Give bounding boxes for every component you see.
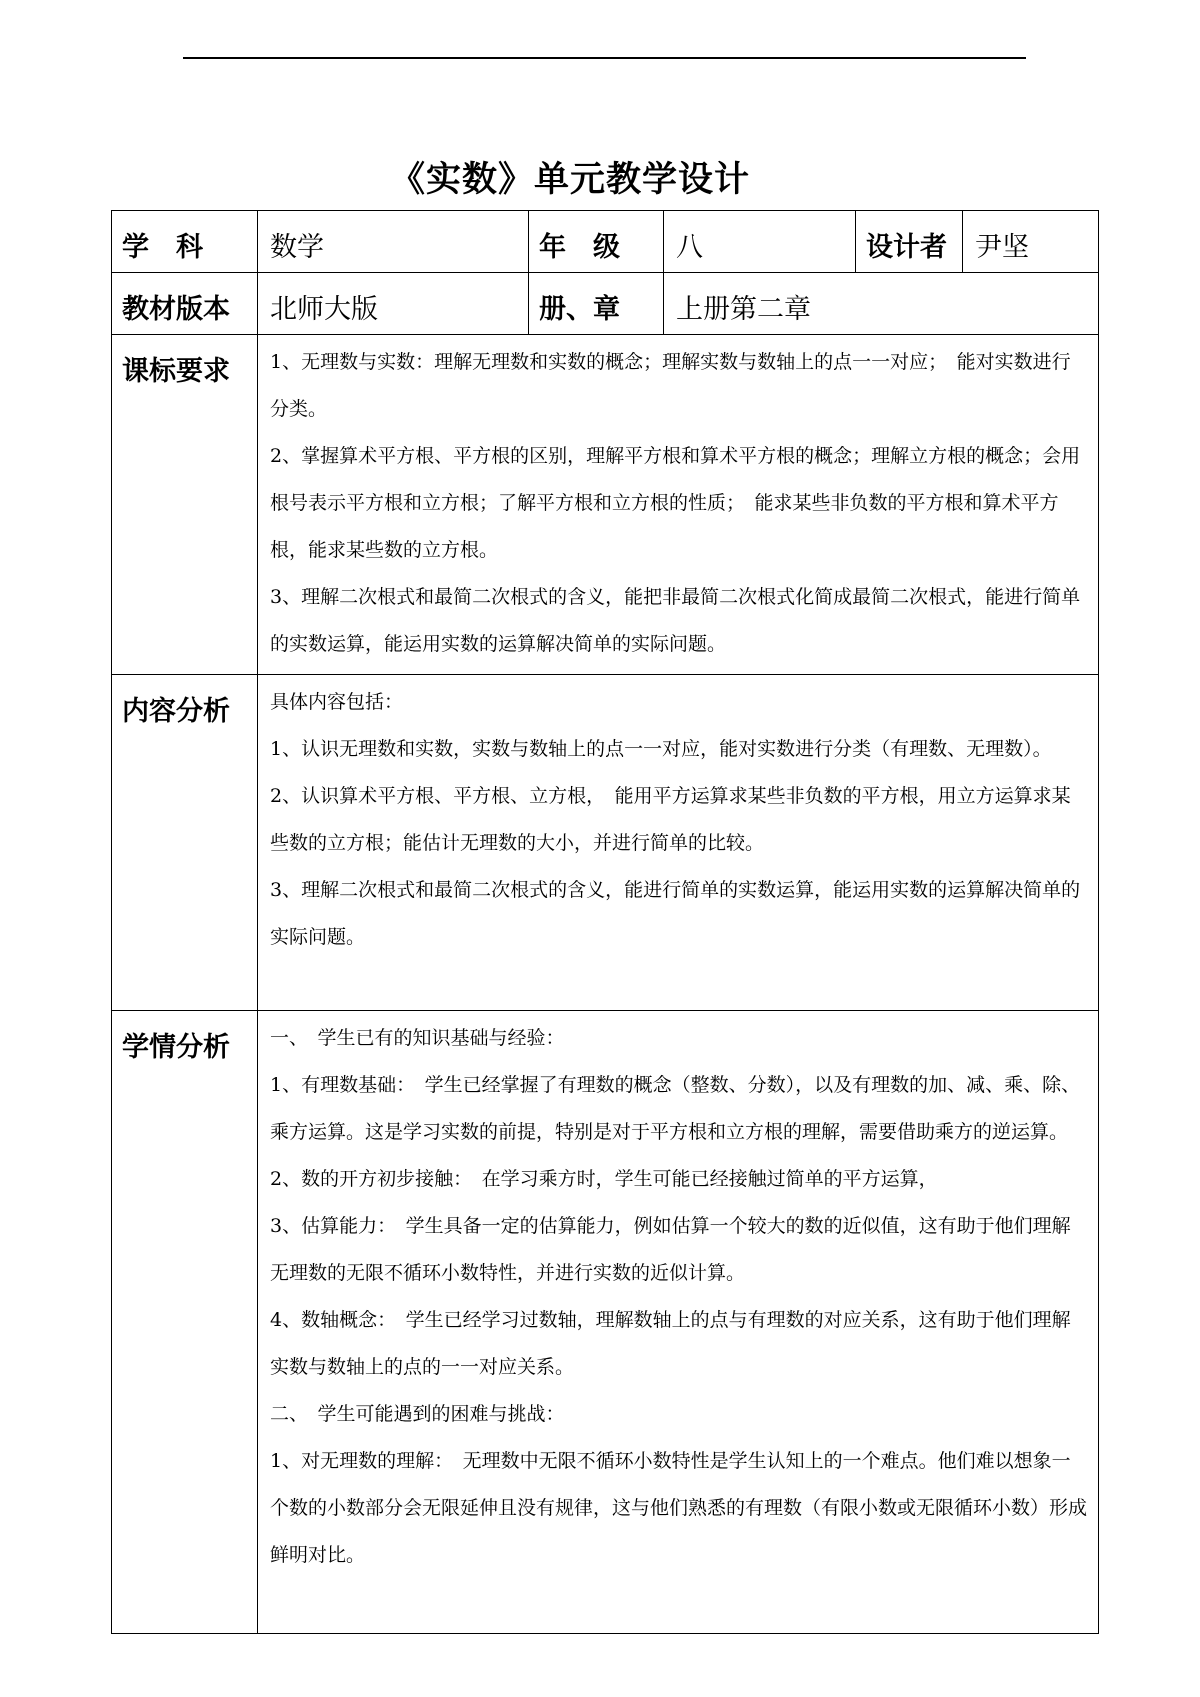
learners-row: [112, 1011, 1099, 1634]
volume-label: 册、章: [529, 273, 664, 335]
learners-paragraph: 4、数轴概念： 学生已经学习过数轴，理解数轴上的点与有理数的对应关系，这有助于他们理解实数与数轴上的点的一一对应关系。: [270, 1309, 1071, 1378]
edition-value: 北师大版: [258, 273, 529, 335]
learners-paragraph: 2、数的开方初步接触： 在学习乘方时，学生可能已经接触过简单的平方运算，: [270, 1168, 938, 1190]
learners-paragraph: 一、 学生已有的知识基础与经验：: [270, 1027, 565, 1049]
learners-paragraph: 3、估算能力： 学生具备一定的估算能力，例如估算一个较大的数的近似值，这有助于他们理解无理数的无限不循环小数特性，并进行实数的近似计算。: [270, 1215, 1071, 1284]
designer-value: 尹坚: [963, 211, 1099, 273]
content-paragraph: 具体内容包括：: [270, 691, 404, 713]
content-row: [112, 675, 1099, 1011]
curriculum-paragraph: 1、无理数与实数：理解无理数和实数的概念；理解实数与数轴上的点一一对应； 能对实数进行分类。: [270, 351, 1071, 420]
info-row-2: [112, 273, 1099, 335]
content-label: 内容分析: [112, 675, 258, 1011]
learners-paragraph: 1、有理数基础： 学生已经掌握了有理数的概念（整数、分数），以及有理数的加、减、乘、除、乘方运算。这是学习实数的前提，特别是对于平方根和立方根的理解，需要借助乘方的逆运算。: [270, 1074, 1081, 1143]
volume-value: 上册第二章: [664, 273, 1099, 335]
grade-value: 八: [664, 211, 856, 273]
design-table: [111, 210, 1099, 1634]
curriculum-row: [112, 335, 1099, 675]
document-title: 《实数》单元教学设计: [389, 160, 750, 200]
subject-value: 数学: [258, 211, 529, 273]
content-paragraph: 1、认识无理数和实数，实数与数轴上的点一一对应，能对实数进行分类（有理数、无理数）。: [270, 738, 1052, 760]
curriculum-label: 课标要求: [112, 335, 258, 675]
curriculum-content: [258, 335, 1099, 675]
subject-label: 学 科: [112, 211, 258, 273]
grade-label: 年 级: [529, 211, 664, 273]
learners-paragraph: 二、 学生可能遇到的困难与挑战：: [270, 1403, 565, 1425]
content-paragraph: 3、理解二次根式和最简二次根式的含义，能进行简单的实数运算，能运用实数的运算解决简单的实际问题。: [270, 879, 1081, 948]
curriculum-paragraph: 2、掌握算术平方根、平方根的区别，理解平方根和算术平方根的概念；理解立方根的概念；会用根号表示平方根和立方根；了解平方根和立方根的性质； 能求某些非负数的平方根和算术平方根，能求某些数的立方根。: [270, 445, 1081, 561]
curriculum-paragraph: 3、理解二次根式和最简二次根式的含义，能把非最简二次根式化简成最简二次根式，能进行简单的实数运算，能运用实数的运算解决简单的实际问题。: [270, 586, 1081, 655]
edition-label: 教材版本: [112, 273, 258, 335]
content-analysis: [258, 675, 1099, 1011]
learners-paragraph: 1、对无理数的理解： 无理数中无限不循环小数特性是学生认知上的一个难点。他们难以想象一个数的小数部分会无限延伸且没有规律，这与他们熟悉的有理数（有限小数或无限循环小数）形成鲜明对比。: [270, 1450, 1088, 1566]
designer-label: 设计者: [856, 211, 963, 273]
learners-label: 学情分析: [112, 1011, 258, 1634]
info-row-1: [112, 211, 1099, 273]
content-paragraph: 2、认识算术平方根、平方根、立方根， 能用平方运算求某些非负数的平方根，用立方运算求某些数的立方根；能估计无理数的大小，并进行简单的比较。: [270, 785, 1071, 854]
header-rule: [183, 57, 1026, 59]
learners-analysis: [258, 1011, 1099, 1634]
